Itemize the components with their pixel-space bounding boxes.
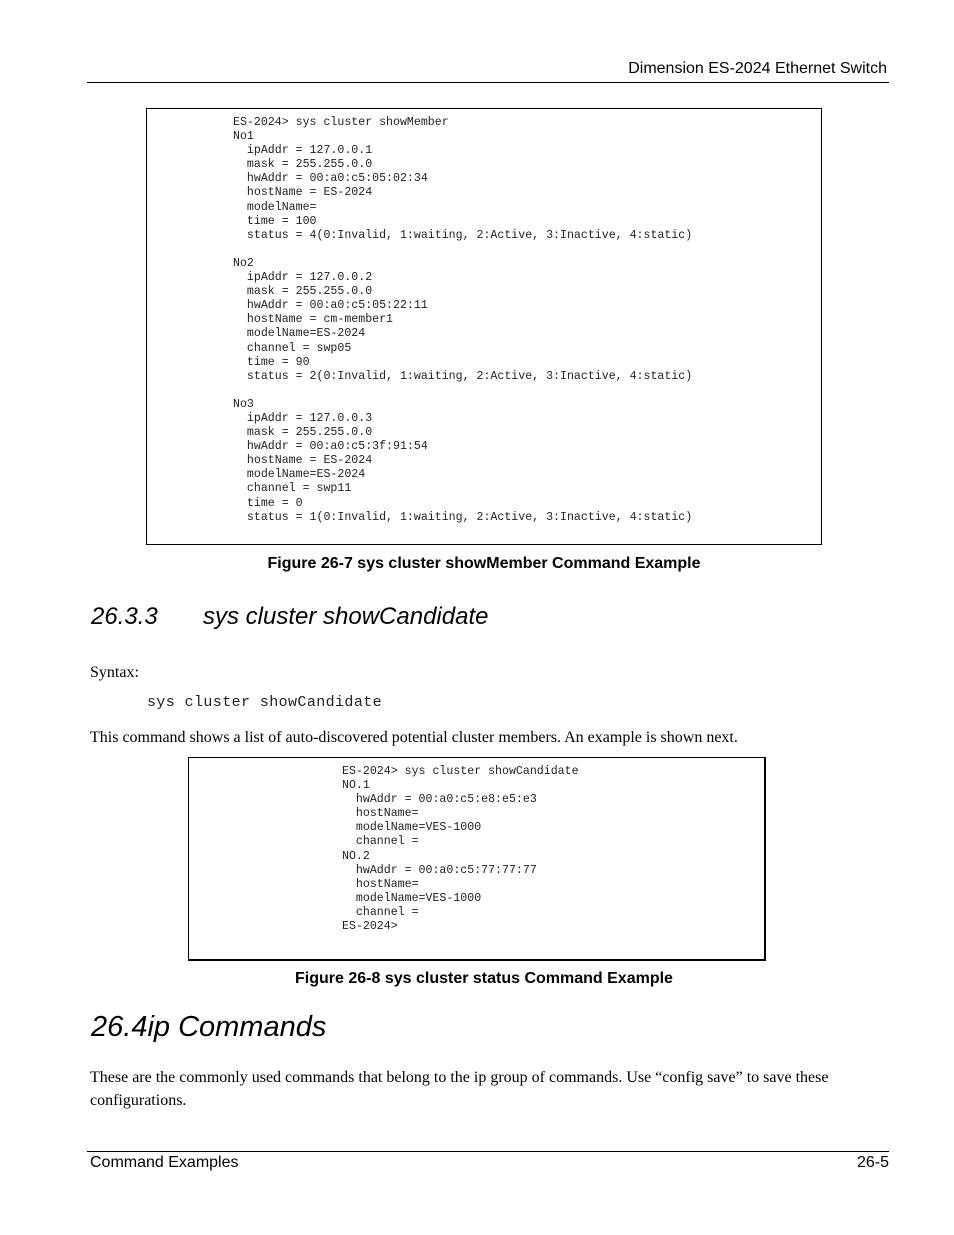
figure-26-7-caption: Figure 26-7 sys cluster showMember Command Example	[267, 555, 701, 572]
showcandidate-code-text: ES-2024> sys cluster showCandidate NO.1 hwAddr = 00:a0:c5:e8:e5:e3 hostName= modelName=VES-1000 channel = NO.2 hwAddr = 00:a0:c5:77:77:77 hostName= modelName=VES-1000 channel = ES-2024>	[342, 765, 579, 934]
showcandidate-description: This command shows a list of auto-discovered potential cluster members. An example is shown next.	[90, 729, 738, 746]
section-heading-26-4: 26.4ip Commands	[91, 1011, 327, 1043]
header-title: Dimension ES-2024 Ethernet Switch	[628, 60, 887, 77]
showcandidate-code-example	[188, 757, 766, 961]
section-number: 26.3.3	[91, 603, 158, 630]
header-divider	[87, 82, 889, 83]
page-number: 26-5	[856, 1154, 889, 1171]
showmember-code-text: ES-2024> sys cluster showMember No1 ipAddr = 127.0.0.1 mask = 255.255.0.0 hwAddr = 00:a0:c5:05:02:34 hostName = ES-2024 modelName= time = 100 status = 4(0:Invalid, 1:waiting, 2:Active, 3:Inactive, 4:static) No2 ipAddr = 127.0.0.2 mask = 255.255.0.0 hwAddr = 00:a0:c5:05:22:11 hostName = cm-member1 modelName=ES-2024 channel = swp05 time = 90 status = 2(0:Invalid, 1:waiting, 2:Active, 3:Inactive, 4:static) No3 ipAddr = 127.0.0.3 mask = 255.255.0.0 hwAddr = 00:a0:c5:3f:91:54 hostName = ES-2024 modelName=ES-2024 channel = swp11 time = 0 status = 1(0:Invalid, 1:waiting, 2:Active, 3:Inactive, 4:static)	[233, 116, 693, 524]
ip-commands-description: These are the commonly used commands that belong to the ip group of commands. Use “config save” to save these configurations.	[90, 1069, 829, 1109]
footer-divider	[87, 1151, 889, 1152]
section-heading-26-3-3	[91, 603, 488, 631]
syntax-label: Syntax:	[90, 664, 139, 681]
syntax-code: sys cluster showCandidate	[147, 694, 383, 711]
showmember-code-example	[146, 108, 822, 545]
footer-chapter-title: Command Examples	[90, 1154, 239, 1171]
figure-26-8-caption: Figure 26-8 sys cluster status Command Example	[295, 970, 673, 987]
section-title: sys cluster showCandidate	[203, 603, 489, 630]
